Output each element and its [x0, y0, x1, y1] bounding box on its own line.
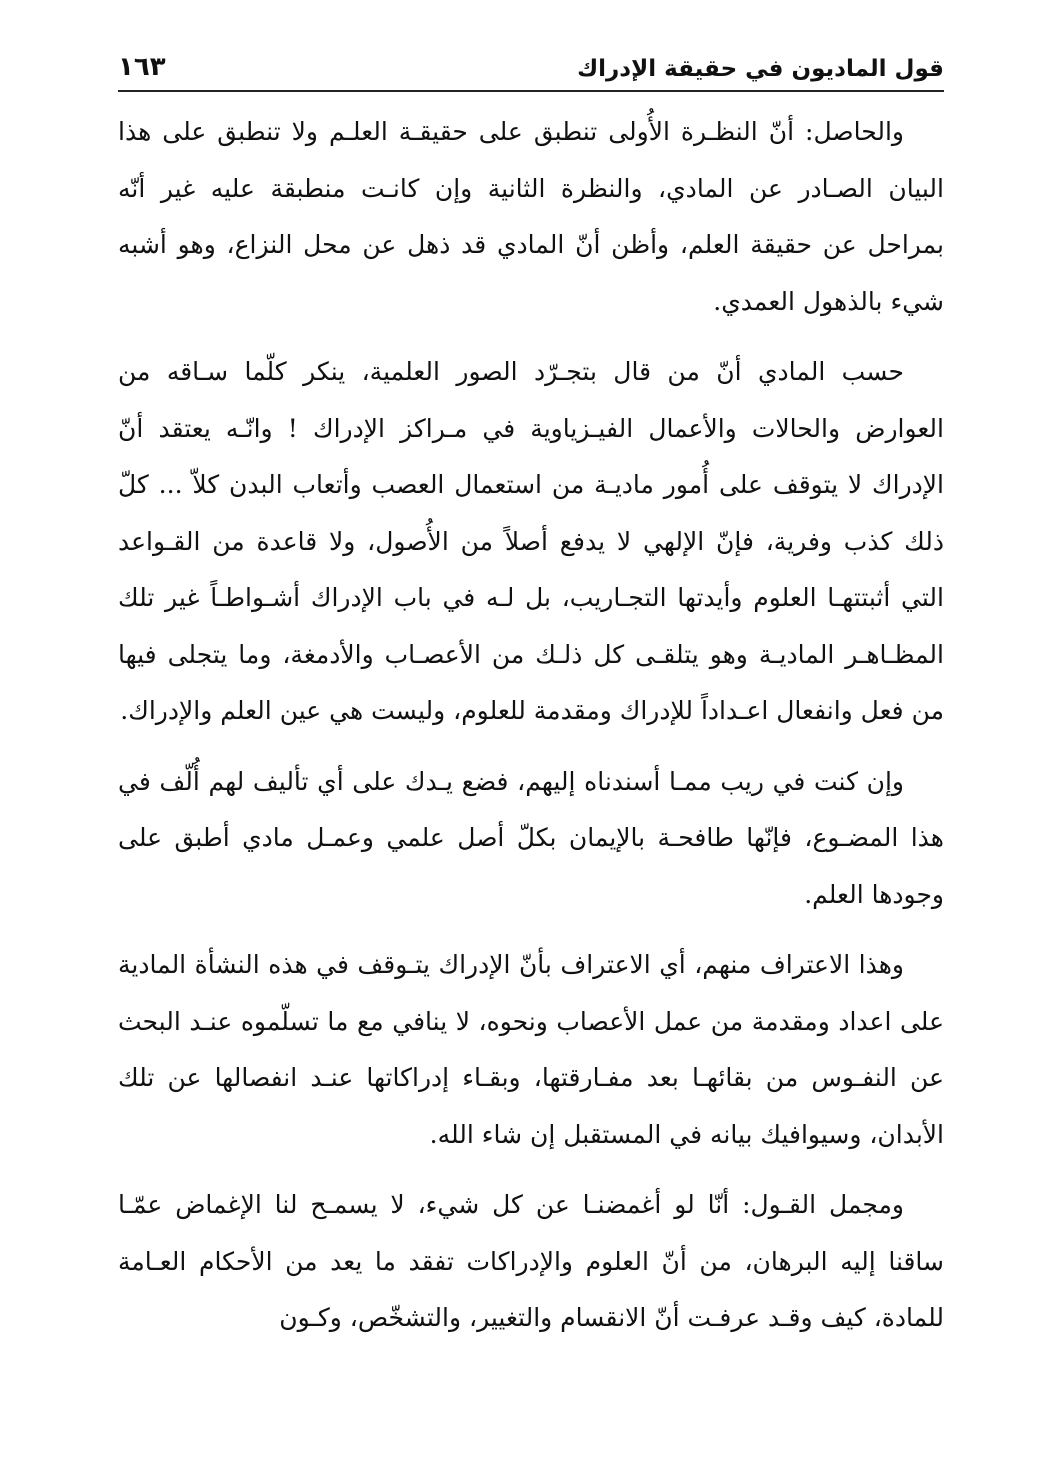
paragraph-4: وهذا الاعتراف منهم، أي الاعتراف بأنّ الإدراك يتـوقف في هذه النشأة المادية على اعداد ومقدمة من عمل الأعصاب ونحوه، لا ينافي مع ما تسلّموه عنـد البحث عن النفـوس من بقائهـا بعد مفـارقتها، وبقـاء إدراكاتها عنـد انفصالها عن تلك الأبدان، وسيوافيك بيانه في المستقبل إن شاء الله.	[118, 950, 944, 1149]
chapter-title: قول الماديون في حقيقة الإدراك	[577, 56, 944, 82]
body-text	[118, 104, 944, 1361]
paragraph-5: ومجمل القـول: أنّا لو أغمضنـا عن كل شيء، لا يسمـح لنا الإغماض عمّـا ساقنا إليه البرهان، من أنّ العلوم والإدراكات تفقد ما يعد من الأحكام العـامة للمادة، كيف وقـد عرفـت أنّ الانقسام والتغيير، والتشخّص، وكـون	[118, 1190, 944, 1332]
paragraph-1: والحاصل: أنّ النظـرة الأُولى تنطبق على حقيقـة العلـم ولا تنطبق على هذا البيان الصـادر عن المادي، والنظرة الثانية وإن كانـت منطبقة عليه غير أنّه بمراحل عن حقيقة العلم، وأظن أنّ المادي قد ذهل عن محل النزاع، وهو أشبه شيء بالذهول العمدي.	[118, 117, 944, 316]
running-header	[118, 34, 944, 92]
paragraph-3: وإن كنت في ريب ممـا أسندناه إليهم، فضع يـدك على أي تأليف لهم أُلّف في هذا المضـوع، فإنّها طافحـة بالإيمان بكلّ أصل علمي وعمـل مادي أطبق على وجودها العلم.	[118, 766, 944, 909]
page-number: ١٦٣	[118, 52, 166, 82]
paragraph-2: حسب المادي أنّ من قال بتجـرّد الصور العلمية، ينكر كلّما سـاقه من العوارض والحالات والأعمال الفيـزياوية في مـراكز الإدراك ! وانّـه يعتقد أنّ الإدراك لا يتوقف على أُمور ماديـة من استعمال العصب وأتعاب البدن كلاّ ... كلّ ذلك كذب وفرية، فإنّ الإلهي لا يدفع أصلاً من الأُصول، ولا قاعدة من القـواعد التي أثبتتهـا العلوم وأيدتها التجـاريب، بل لـه في باب الإدراك أشـواطـاً غير تلك المظـاهـر الماديـة وهو يتلقـى كل ذلـك من الأعصـاب والأدمغة، وما يتجلى فيها من فعل وانفعال اعـداداً للإدراك ومقدمة للعلوم، وليست هي عين العلم والإدراك.	[118, 357, 944, 725]
